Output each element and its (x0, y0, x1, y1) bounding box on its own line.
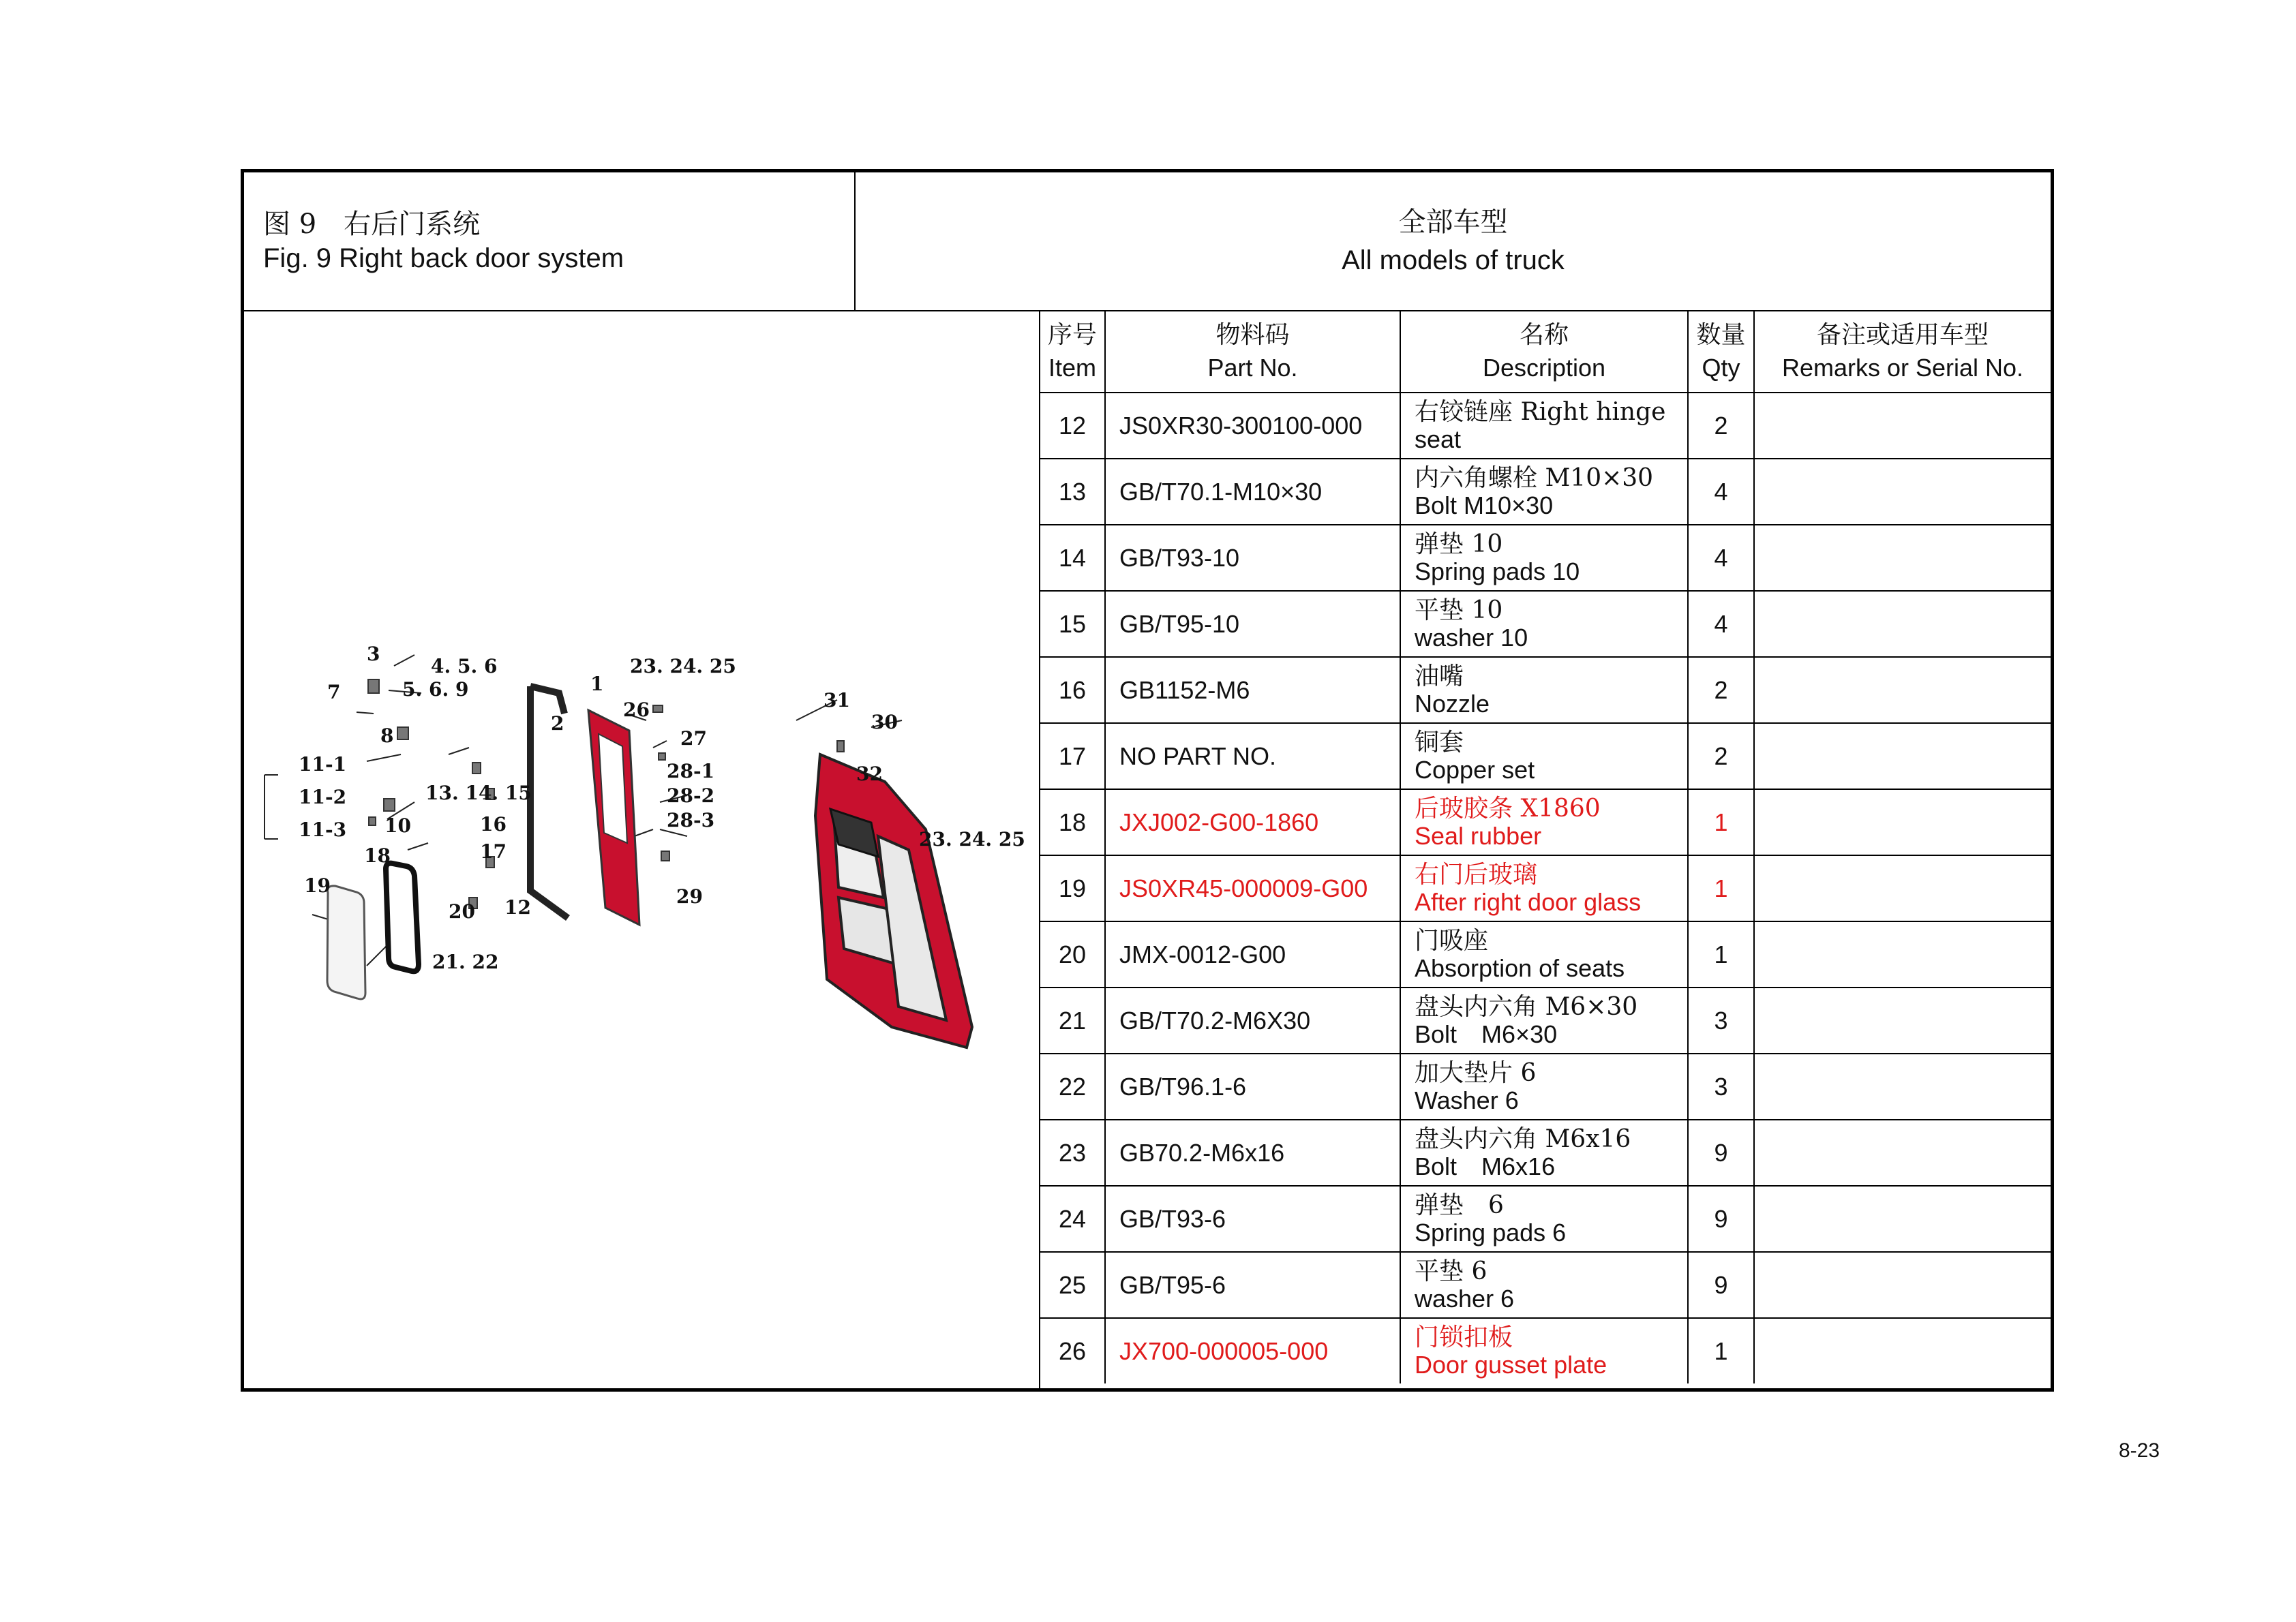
main-door-assembly (815, 754, 972, 1047)
table-cell: 17 (1040, 723, 1105, 789)
callout-13-14-15: 13. 14. 15 (425, 782, 532, 804)
callout-26: 26 (623, 699, 650, 721)
table-cell: JX700-000005-000 (1105, 1318, 1400, 1383)
table-row-highlighted (1040, 1318, 2051, 1383)
table-cell: 9 (1688, 1186, 1754, 1252)
table-cell: 4 (1688, 591, 1754, 657)
table-cell: 25 (1040, 1252, 1105, 1318)
callout-10: 10 (384, 814, 411, 837)
callout-28-3: 28-3 (667, 809, 715, 831)
table-cell: GB/T95-10 (1105, 591, 1400, 657)
callout-31: 31 (824, 689, 850, 711)
table-cell: 23 (1040, 1120, 1105, 1186)
table-cell: 右门后玻璃 After right door glass (1400, 855, 1688, 921)
table-cell: 铜套 Copper set (1400, 723, 1688, 789)
table-row (1040, 1054, 2051, 1120)
table-cell: 9 (1688, 1252, 1754, 1318)
col-remarks: 备注或适用车型 Remarks or Serial No. (1754, 311, 2051, 393)
callout-21-22: 21. 22 (432, 951, 499, 973)
table-cell (1754, 1120, 2051, 1186)
table-cell (1754, 459, 2051, 525)
table-cell: 1 (1688, 921, 1754, 988)
table-cell: 9 (1688, 1120, 1754, 1186)
col-item: 序号 Item (1040, 311, 1105, 393)
table-cell (1754, 393, 2051, 459)
col-part-no: 物料码 Part No. (1105, 311, 1400, 393)
table-cell: 门吸座 Absorption of seats (1400, 921, 1688, 988)
table-row (1040, 1120, 2051, 1186)
table-cell: 3 (1688, 1054, 1754, 1120)
table-cell: 20 (1040, 921, 1105, 988)
table-cell (1754, 921, 2051, 988)
table-cell: 右铰链座 Right hinge seat (1400, 393, 1688, 459)
table-cell: 4 (1688, 525, 1754, 591)
exploded-diagram (244, 311, 1039, 1388)
table-cell: 2 (1688, 723, 1754, 789)
callout-11-1: 11-1 (299, 753, 347, 776)
callout-16: 16 (480, 813, 507, 836)
table-row (1040, 591, 2051, 657)
table-row (1040, 393, 2051, 459)
table-cell (1754, 525, 2051, 591)
table-cell: JXJ002-G00-1860 (1105, 789, 1400, 855)
table-cell: 12 (1040, 393, 1105, 459)
table-row-highlighted (1040, 855, 2051, 921)
table-cell: 2 (1688, 657, 1754, 723)
table-row-highlighted (1040, 789, 2051, 855)
figure-title-cn: 图 9 右后门系统 (263, 209, 481, 240)
callout-28-1: 28-1 (667, 760, 715, 782)
callout-11-3: 11-3 (299, 818, 347, 841)
callout-11-2: 11-2 (299, 786, 347, 808)
table-cell: GB/T70.2-M6X30 (1105, 988, 1400, 1054)
table-cell: JS0XR45-000009-G00 (1105, 855, 1400, 921)
table-row (1040, 988, 2051, 1054)
callout-23-24-25-top: 23. 24. 25 (630, 655, 736, 677)
table-cell (1754, 1054, 2051, 1120)
door-exploded-view (244, 311, 1039, 1388)
table-cell: 21 (1040, 988, 1105, 1054)
table-cell: 18 (1040, 789, 1105, 855)
table-cell: GB/T93-6 (1105, 1186, 1400, 1252)
figure-title-en: Fig. 9 Right back door system (263, 243, 624, 273)
models-en: All models of truck (1342, 245, 1565, 275)
parts-table (1040, 311, 2051, 1383)
applicable-models-cell (856, 172, 2051, 311)
table-row (1040, 1186, 2051, 1252)
table-cell: 13 (1040, 459, 1105, 525)
table-cell: 26 (1040, 1318, 1105, 1383)
table-cell: GB/T70.1-M10×30 (1105, 459, 1400, 525)
table-cell: 油嘴 Nozzle (1400, 657, 1688, 723)
parts-sheet-frame (241, 169, 2054, 1392)
table-cell: 内六角螺栓 M10×30 Bolt M10×30 (1400, 459, 1688, 525)
table-cell: GB70.2-M6x16 (1105, 1120, 1400, 1186)
table-cell: 3 (1688, 988, 1754, 1054)
callout-7: 7 (327, 681, 341, 703)
table-cell (1754, 657, 2051, 723)
table-cell: JS0XR30-300100-000 (1105, 393, 1400, 459)
rear-glass-part (327, 886, 365, 999)
callout-12: 12 (504, 896, 531, 919)
table-cell: GB1152-M6 (1105, 657, 1400, 723)
page-number: 8-23 (2119, 1439, 2160, 1462)
callout-4-5-6: 4. 5. 6 (431, 655, 498, 677)
figure-title-cell (244, 172, 856, 311)
table-cell: 加大垫片 6 Washer 6 (1400, 1054, 1688, 1120)
table-cell: 1 (1688, 1318, 1754, 1383)
table-cell: 后玻胶条 X1860 Seal rubber (1400, 789, 1688, 855)
table-cell: GB/T93-10 (1105, 525, 1400, 591)
callout-5-6-9: 5. 6. 9 (402, 678, 469, 701)
table-cell: 24 (1040, 1186, 1105, 1252)
table-cell: 平垫 6 washer 6 (1400, 1252, 1688, 1318)
callout-19: 19 (304, 874, 331, 897)
table-cell: 4 (1688, 459, 1754, 525)
col-qty: 数量 Qty (1688, 311, 1754, 393)
table-cell: 弹垫 10 Spring pads 10 (1400, 525, 1688, 591)
table-cell: GB/T95-6 (1105, 1252, 1400, 1318)
table-cell: 22 (1040, 1054, 1105, 1120)
table-cell (1754, 855, 2051, 921)
table-row (1040, 459, 2051, 525)
table-row (1040, 1252, 2051, 1318)
table-cell (1754, 789, 2051, 855)
table-cell: GB/T96.1-6 (1105, 1054, 1400, 1120)
table-cell (1754, 723, 2051, 789)
callout-8: 8 (380, 724, 394, 747)
table-cell: 门锁扣板 Door gusset plate (1400, 1318, 1688, 1383)
table-cell: 平垫 10 washer 10 (1400, 591, 1688, 657)
callout-17: 17 (480, 840, 507, 863)
table-cell: 15 (1040, 591, 1105, 657)
col-description: 名称 Description (1400, 311, 1688, 393)
models-cn: 全部车型 (1398, 206, 1508, 238)
table-cell: 弹垫 6 Spring pads 6 (1400, 1186, 1688, 1252)
callout-30: 30 (871, 711, 898, 733)
table-cell: 盘头内六角 M6×30 Bolt M6×30 (1400, 988, 1688, 1054)
table-cell: NO PART NO. (1105, 723, 1400, 789)
table-row (1040, 525, 2051, 591)
table-header-row (1040, 311, 2051, 393)
callout-2: 2 (551, 712, 564, 735)
inner-door-panel (588, 710, 639, 925)
table-row (1040, 723, 2051, 789)
table-row (1040, 921, 2051, 988)
table-cell: 16 (1040, 657, 1105, 723)
callout-18: 18 (364, 844, 391, 867)
table-cell: 盘头内六角 M6x16 Bolt M6x16 (1400, 1120, 1688, 1186)
table-cell (1754, 1186, 2051, 1252)
table-cell: JMX-0012-G00 (1105, 921, 1400, 988)
table-cell: 19 (1040, 855, 1105, 921)
callout-28-2: 28-2 (667, 784, 715, 807)
callout-27: 27 (680, 727, 707, 750)
table-cell: 14 (1040, 525, 1105, 591)
table-row (1040, 657, 2051, 723)
seal-rubber-part (386, 863, 419, 972)
table-cell (1754, 1318, 2051, 1383)
callout-29: 29 (676, 885, 703, 908)
table-cell (1754, 591, 2051, 657)
callout-23-24-25-right: 23. 24. 25 (919, 828, 1025, 851)
table-cell: 2 (1688, 393, 1754, 459)
callout-3: 3 (367, 643, 380, 665)
callout-20: 20 (449, 900, 475, 923)
table-cell (1754, 988, 2051, 1054)
callout-32: 32 (856, 763, 883, 785)
table-cell: 1 (1688, 855, 1754, 921)
callout-1: 1 (590, 673, 604, 695)
table-cell (1754, 1252, 2051, 1318)
parts-table-wrap (1039, 311, 2051, 1388)
table-cell: 1 (1688, 789, 1754, 855)
